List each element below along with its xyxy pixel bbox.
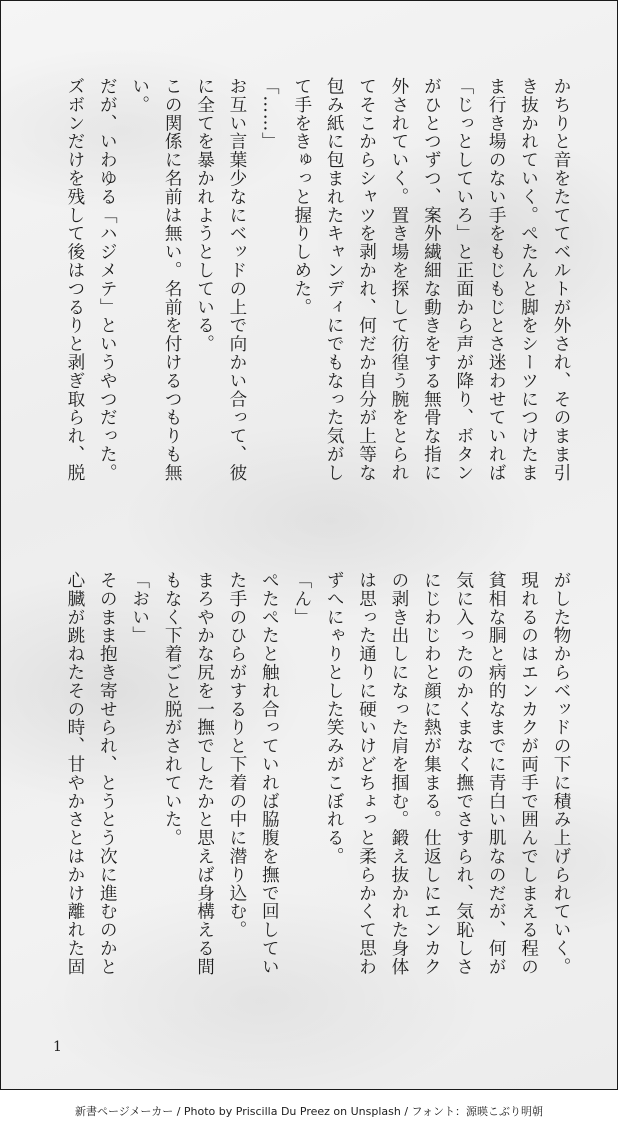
text-line: かちりと音をたててベルトが外され、そのまま引: [551, 77, 571, 482]
text-line: てそこからシャツを剥かれ、何だか自分が上等な: [356, 77, 377, 482]
text-line: 「ん」: [291, 571, 312, 627]
text-line: ま行き場のない手をもじもじとさ迷わせていれば: [486, 77, 507, 482]
text-line: は思った通りに硬いけどちょっと柔らかくて思わ: [356, 571, 377, 976]
text-line: がひとつずつ、案外繊細な動きをする無骨な指に: [421, 77, 442, 482]
text-line: もなく下着ごと脱がされていた。: [162, 571, 183, 847]
text-line: て手をきゅっと握りしめた。: [291, 77, 312, 317]
text-line: 気に入ったのかくまなく撫でさすられ、気恥しさ: [453, 571, 474, 976]
text-line: 現れるのはエンカクが両手で囲んでしまえる程の: [518, 571, 539, 976]
text-line: 「おい」: [129, 571, 150, 645]
text-line: がした物からベッドの下に積み上げられていく。: [551, 571, 571, 976]
text-line: 心臓が跳ねたその時、甘やかさとはかけ離れた固: [64, 571, 85, 976]
lower-text-block: [59, 571, 578, 1021]
upper-text-block: [59, 77, 578, 527]
text-line: 包み紙に包まれたキャンディにでもなった気がし: [324, 77, 345, 482]
text-line: 外されていく。置き場を探して彷徨う腕をとられ: [388, 77, 409, 482]
text-line: まろやかな尻を一撫でしたかと思えば身構える間: [194, 571, 215, 976]
text-line: た手のひらがするりと下着の中に潜り込む。: [226, 571, 247, 939]
text-line: この関係に名前は無い。名前を付けるつもりも無: [162, 77, 183, 482]
text-line: ずへにゃりとした笑みがこぼれる。: [324, 571, 345, 866]
text-line: そのまま抱き寄せられ、とうとう次に進むのかと: [97, 571, 118, 976]
text-line: ズボンだけを残して後はつるりと剥ぎ取られ、脱: [64, 77, 85, 482]
text-line: き抜かれていく。ぺたんと脚をシーツにつけたま: [518, 77, 539, 482]
text-line: 「じっとしていろ」と正面から声が降り、ボタン: [453, 77, 474, 482]
text-line: に全てを暴かれようとしている。: [194, 77, 215, 353]
text-line: だが、いわゆる「ハジメテ」というやつだった。: [97, 77, 118, 482]
page-number: 1: [53, 1039, 62, 1055]
text-line: にじわじわと顔に熱が集まる。仕返しにエンカク: [421, 571, 442, 976]
text-line: 貧相な胴と病的なまでに青白い肌なのだが、何が: [486, 571, 507, 976]
text-line: の剥き出しになった肩を掴む。鍛え抜かれた身体: [388, 571, 409, 976]
text-line: お互い言葉少なにベッドの上で向かい合って、彼: [226, 77, 247, 482]
text-line: い。: [129, 77, 150, 114]
text-line: ぺたぺたと触れ合っていれば脇腹を撫で回してい: [259, 571, 280, 976]
text-line: 「……」: [259, 77, 280, 151]
credit-line: 新書ページメーカー / Photo by Priscilla Du Preez on Unsplash / フォント：源暎こぶり明朝: [74, 1105, 544, 1118]
